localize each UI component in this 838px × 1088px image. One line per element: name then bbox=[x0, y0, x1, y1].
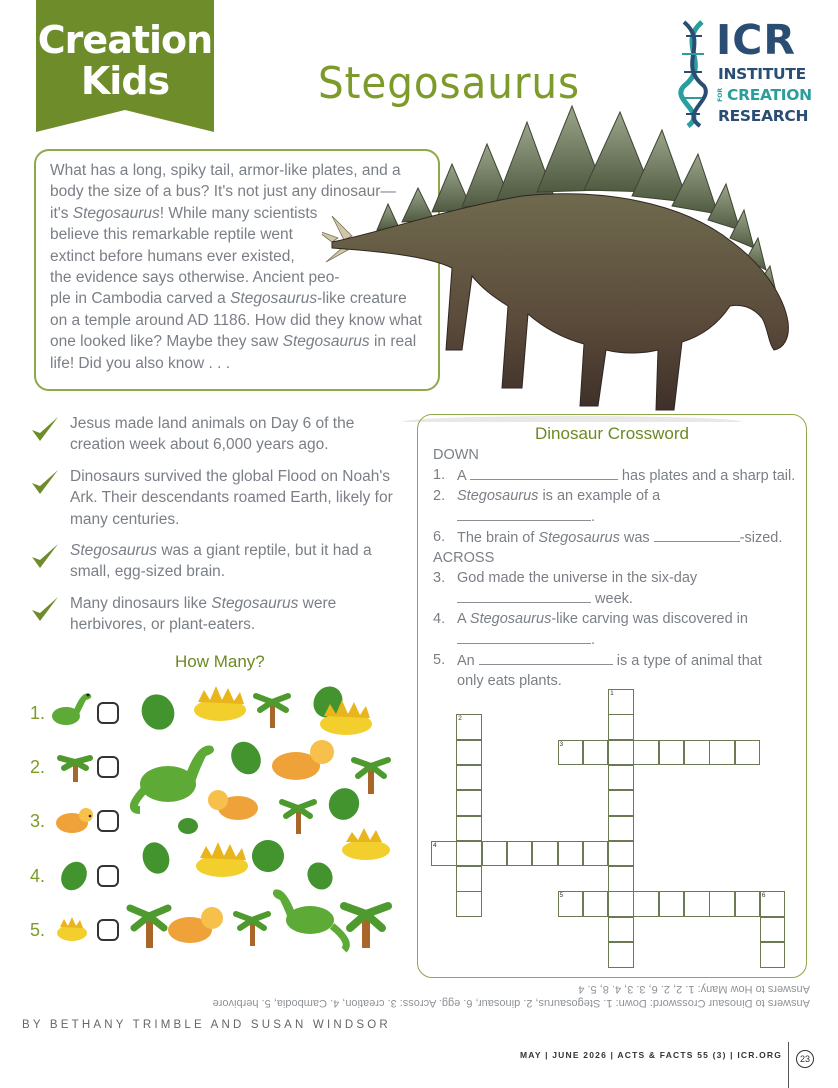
crossword-cell[interactable] bbox=[608, 790, 634, 816]
checkmark-icon bbox=[30, 468, 60, 496]
intro-line: body the size of a bus? It's not just any dinosaur— bbox=[50, 183, 396, 201]
logo-institute: INSTITUTE bbox=[718, 65, 806, 83]
byline: BY BETHANY TRIMBLE AND SUSAN WINDSOR bbox=[22, 1019, 391, 1031]
crossword-cell[interactable] bbox=[633, 740, 659, 766]
how-many-row-number: 5. bbox=[30, 920, 46, 940]
intro-line: the evidence says otherwise. Ancient peo- bbox=[50, 269, 340, 287]
crossword-cell[interactable] bbox=[456, 790, 482, 816]
dino-icon bbox=[52, 693, 91, 725]
crossword-cell-number: 3 bbox=[559, 740, 564, 748]
intro-line: ple in Cambodia carved a Stegosaurus-like creature bbox=[50, 290, 407, 308]
clue-down-1: 1. A has plates and a sharp tail. bbox=[433, 467, 796, 484]
crossword-cell[interactable] bbox=[456, 740, 482, 766]
checkmark-icon bbox=[30, 415, 60, 443]
clue-across-4: 4. A Stegosaurus-like carving was discovered in . bbox=[433, 611, 748, 648]
crossword-cell[interactable] bbox=[709, 740, 735, 766]
fact-item: Stegosaurus was a giant reptile, but it had a small, egg-sized brain. bbox=[30, 540, 410, 583]
crossword-cell[interactable] bbox=[684, 740, 710, 766]
crossword-cell[interactable] bbox=[659, 891, 685, 917]
crossword-cell[interactable] bbox=[532, 841, 558, 867]
crossword-cell-number: 6 bbox=[761, 892, 766, 900]
stego-icon bbox=[57, 917, 87, 941]
checkmark-icon bbox=[30, 595, 60, 623]
answer-key-crossword: Answers to Dinosaur Crossword: Down: 1. Stegosaurus, 2. dinosaur, 6. egg. Across: 3. creation, 4. Cambodia, 5. herbivore bbox=[212, 997, 810, 1009]
footer-text: MAY | JUNE 2026 | ACTS & FACTS 55 (3) | ICR.ORG bbox=[520, 1050, 783, 1060]
clue-across-3: 3. God made the universe in the six-day week. bbox=[433, 570, 698, 607]
checkmark-icon bbox=[30, 542, 60, 570]
crossword-cell-number: 2 bbox=[458, 715, 462, 723]
facts-list bbox=[30, 413, 410, 646]
intro-line: life! Did you also know . . . bbox=[50, 354, 231, 372]
triceratops-icon bbox=[56, 808, 93, 833]
across-heading: ACROSS bbox=[433, 550, 495, 566]
intro-line: it's Stegosaurus! While many scientists bbox=[50, 204, 318, 222]
intro-line: one looked like? Maybe they saw Stegosaurus in real bbox=[50, 333, 417, 351]
how-many-title: How Many? bbox=[175, 652, 265, 671]
crossword-cell[interactable] bbox=[608, 714, 634, 740]
intro-line: What has a long, spiky tail, armor-like plates, and a bbox=[50, 162, 401, 179]
intro-line: believe this remarkable reptile went bbox=[50, 226, 293, 244]
fact-item: Dinosaurs survived the global Flood on Noah's Ark. Their descendants roamed Earth, likely for many centuries. bbox=[30, 466, 410, 530]
crossword-title: Dinosaur Crossword bbox=[535, 424, 689, 443]
crossword-cell[interactable] bbox=[456, 866, 482, 892]
crossword-cell[interactable] bbox=[608, 917, 634, 943]
crossword-cell[interactable] bbox=[709, 891, 735, 917]
answer-key bbox=[150, 982, 810, 1010]
crossword-cell[interactable] bbox=[456, 891, 482, 917]
logo-creation: CREATION bbox=[727, 86, 812, 104]
crossword-cell[interactable] bbox=[608, 942, 634, 968]
intro-line: extinct before humans ever existed, bbox=[50, 247, 295, 265]
crossword-cell[interactable] bbox=[659, 740, 685, 766]
how-many-picture-grid bbox=[40, 680, 410, 970]
crossword-cell[interactable] bbox=[608, 765, 634, 791]
down-heading: DOWN bbox=[433, 447, 479, 463]
crossword-cell[interactable] bbox=[608, 841, 634, 867]
crossword-cell[interactable] bbox=[583, 740, 609, 766]
crossword-cell[interactable] bbox=[735, 891, 761, 917]
intro-line: on a temple around AD 1186. How did they know what bbox=[50, 311, 422, 329]
crossword-cell[interactable] bbox=[633, 891, 659, 917]
how-many-row-number: 3. bbox=[30, 811, 46, 831]
crossword-cell[interactable] bbox=[583, 891, 609, 917]
crossword-cell[interactable] bbox=[608, 866, 634, 892]
crossword-cell[interactable] bbox=[760, 942, 786, 968]
crossword-cell-number: 5 bbox=[559, 892, 564, 900]
logo-icr-text: ICR bbox=[716, 16, 796, 64]
how-many-row-number: 4. bbox=[30, 866, 46, 886]
crossword-cell-number: 1 bbox=[610, 690, 614, 697]
crossword-cell[interactable] bbox=[456, 841, 482, 867]
palm-tree-icon bbox=[60, 758, 90, 782]
answer-key-how-many: Answers to How Many: 1. 2, 2. 6, 3. 3, 4. 8, 5. 4 bbox=[578, 983, 810, 995]
stegosaurus-illustration bbox=[322, 92, 822, 422]
how-many-row-number: 1. bbox=[30, 703, 46, 723]
crossword-cell[interactable] bbox=[608, 891, 634, 917]
footer-divider bbox=[788, 1042, 789, 1088]
crossword-cell[interactable] bbox=[684, 891, 710, 917]
crossword-clues bbox=[433, 445, 803, 691]
page-title: Stegosaurus bbox=[318, 58, 580, 109]
leaf-icon bbox=[56, 857, 92, 895]
how-many-row-number: 2. bbox=[30, 757, 46, 777]
crossword-cell-number: 4 bbox=[433, 841, 437, 849]
crossword-cell[interactable] bbox=[608, 740, 634, 766]
clue-across-5: 5. An is a type of animal that only eats plants. bbox=[433, 652, 762, 689]
clue-down-2: 2. Stegosaurus is an example of a . bbox=[433, 488, 661, 525]
fact-item: Jesus made land animals on Day 6 of the creation week about 6,000 years ago. bbox=[30, 413, 410, 456]
crossword-cell[interactable] bbox=[583, 841, 609, 867]
logo-research: RESEARCH bbox=[718, 107, 809, 125]
crossword-cell[interactable] bbox=[456, 816, 482, 842]
banner-title: Creation Kids bbox=[37, 18, 213, 103]
crossword-cell[interactable] bbox=[760, 917, 786, 943]
crossword-cell[interactable] bbox=[608, 816, 634, 842]
clue-down-6: 6. The brain of Stegosaurus was -sized. bbox=[433, 529, 783, 546]
logo-for: FOR bbox=[717, 88, 724, 102]
page-number: 23 bbox=[796, 1050, 814, 1068]
crossword-cell[interactable] bbox=[482, 841, 508, 867]
crossword-cell[interactable] bbox=[558, 841, 584, 867]
crossword-cell[interactable] bbox=[456, 765, 482, 791]
fact-item: Many dinosaurs like Stegosaurus were herbivores, or plant-eaters. bbox=[30, 593, 410, 636]
crossword-cell[interactable] bbox=[507, 841, 533, 867]
crossword-cell[interactable] bbox=[735, 740, 761, 766]
